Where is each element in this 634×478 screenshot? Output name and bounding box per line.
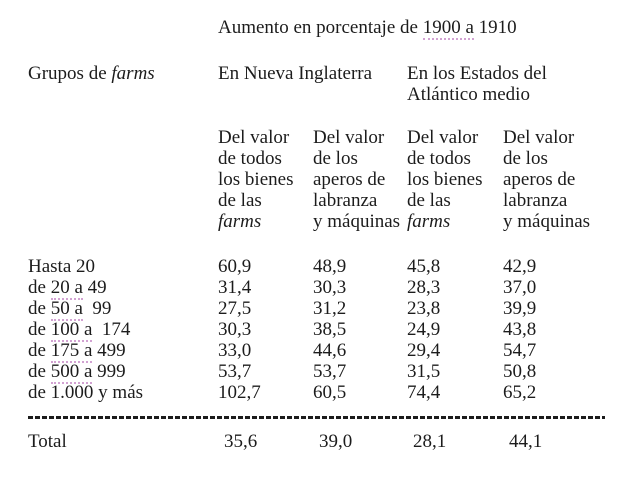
total-value: 28,1 — [413, 431, 447, 452]
total-value: 35,6 — [224, 431, 258, 452]
table-row — [28, 319, 624, 340]
row-label-text-end: 499 — [92, 340, 126, 361]
table-row — [28, 256, 624, 277]
subheader-line: y máquinas — [313, 211, 401, 232]
subheader-col-2 — [313, 127, 407, 232]
cell-value: 31,2 — [313, 298, 347, 319]
row-label-spellcheck-text: 20 a — [50, 277, 83, 298]
cell-value: 102,7 — [218, 382, 261, 403]
table-row — [28, 382, 624, 403]
subheader-line-italic: farms — [407, 211, 451, 232]
row-label — [28, 382, 218, 403]
title-text-end: 1910 — [473, 17, 517, 38]
table-row — [28, 340, 624, 361]
row-label — [28, 298, 218, 319]
column-group-mid-atlantic: En los Estados del Atlántico medio — [407, 63, 547, 105]
column-group-new-england: En Nueva Inglaterra — [218, 63, 373, 84]
row-group-header-italic-text: farms — [111, 63, 155, 84]
row-label-text: de — [28, 319, 51, 340]
cell-value: 30,3 — [218, 319, 252, 340]
row-label-text: de — [28, 361, 51, 382]
cell-value: 60,5 — [313, 382, 347, 403]
row-label — [28, 319, 218, 340]
subheader-line: los bienes — [407, 169, 483, 190]
cell-value: 54,7 — [503, 340, 537, 361]
cell-value: 60,9 — [218, 256, 252, 277]
cell-value: 53,7 — [313, 361, 347, 382]
title-spellcheck-marked-text: 1900 a — [422, 17, 474, 38]
title-text: Aumento en porcentaje de — [218, 17, 423, 38]
cell-value: 74,4 — [407, 382, 441, 403]
total-value: 44,1 — [509, 431, 543, 452]
row-label-text-end: 999 — [92, 361, 126, 382]
row-label-text: de 1.000 y más — [28, 382, 144, 403]
row-label-spellcheck-text: 50 a — [50, 298, 83, 319]
cell-value: 31,4 — [218, 277, 252, 298]
cell-value: 33,0 — [218, 340, 252, 361]
cell-value: 24,9 — [407, 319, 441, 340]
subheader-line: de las — [407, 190, 451, 211]
table-row — [28, 298, 624, 319]
row-label-text: Hasta 20 — [28, 256, 96, 277]
subheader-line-italic: farms — [218, 211, 262, 232]
subheader-col-1 — [218, 127, 313, 232]
row-label-text-end: 99 — [82, 298, 112, 319]
cell-value: 43,8 — [503, 319, 537, 340]
table-row — [28, 361, 624, 382]
table-body — [28, 256, 624, 403]
subheader-line: aperos de — [503, 169, 576, 190]
subheader-line: los bienes — [218, 169, 294, 190]
cell-value: 38,5 — [313, 319, 347, 340]
row-label — [28, 340, 218, 361]
table-title — [218, 17, 517, 38]
subheader-line: de los — [503, 148, 548, 169]
subheader-col-3 — [407, 127, 503, 232]
subheader-line: de las — [218, 190, 262, 211]
row-label-text: de — [28, 340, 51, 361]
row-label-spellcheck-text: 100 a — [50, 319, 93, 340]
total-row — [28, 431, 624, 452]
subheader-line: Del valor — [218, 127, 290, 148]
cell-value: 31,5 — [407, 361, 441, 382]
subheader-line: y máquinas — [503, 211, 591, 232]
row-label — [28, 277, 218, 298]
row-label-spellcheck-text: 175 a — [50, 340, 93, 361]
total-value: 39,0 — [319, 431, 353, 452]
row-label — [28, 256, 218, 277]
subheader-line: Del valor — [407, 127, 479, 148]
row-group-header — [28, 63, 218, 105]
cell-value: 27,5 — [218, 298, 252, 319]
column-group-header-row — [28, 63, 624, 105]
cell-value: 30,3 — [313, 277, 347, 298]
subheader-line: de todos — [407, 148, 471, 169]
subheader-col-4 — [503, 127, 634, 232]
cell-value: 50,8 — [503, 361, 537, 382]
row-group-header-text: Grupos de — [28, 63, 112, 84]
row-label-spellcheck-text: 500 a — [50, 361, 93, 382]
subheader-spacer — [28, 127, 218, 232]
total-label: Total — [28, 431, 67, 452]
row-label-text: de — [28, 277, 51, 298]
cell-value: 48,9 — [313, 256, 347, 277]
cell-value: 53,7 — [218, 361, 252, 382]
subheader-row — [28, 127, 624, 232]
cell-value: 45,8 — [407, 256, 441, 277]
cell-value: 44,6 — [313, 340, 347, 361]
row-label-text-end: 174 — [92, 319, 131, 340]
row-label-text: de — [28, 298, 51, 319]
subheader-line: de todos — [218, 148, 282, 169]
cell-value: 65,2 — [503, 382, 537, 403]
cell-value: 37,0 — [503, 277, 537, 298]
cell-value: 42,9 — [503, 256, 537, 277]
subheader-line: aperos de — [313, 169, 386, 190]
subheader-line: labranza — [503, 190, 568, 211]
cell-value: 39,9 — [503, 298, 537, 319]
table-row — [28, 277, 624, 298]
dashed-separator-line — [28, 416, 605, 419]
subheader-line: Del valor — [313, 127, 385, 148]
cell-value: 28,3 — [407, 277, 441, 298]
row-label — [28, 361, 218, 382]
subheader-line: Del valor — [503, 127, 575, 148]
cell-value: 29,4 — [407, 340, 441, 361]
subheader-line: labranza — [313, 190, 378, 211]
cell-value: 23,8 — [407, 298, 441, 319]
subheader-line: de los — [313, 148, 358, 169]
row-label-text-end: 49 — [82, 277, 107, 298]
